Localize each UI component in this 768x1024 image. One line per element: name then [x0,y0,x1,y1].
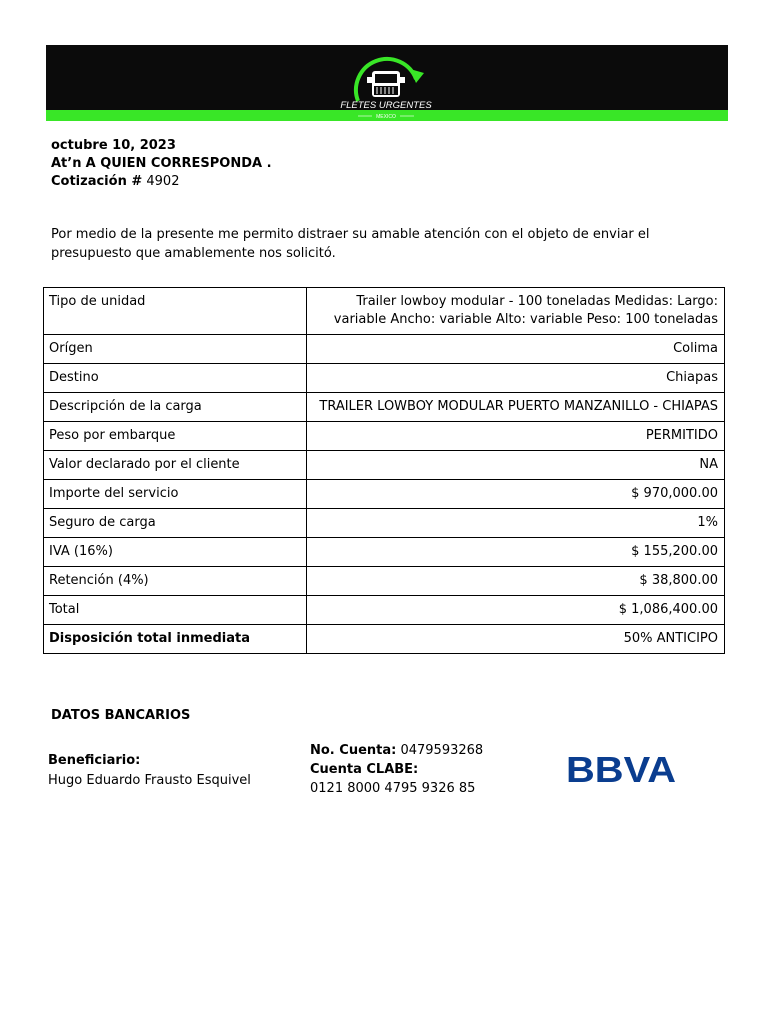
row-value: 1% [307,509,725,538]
fletes-urgentes-logo [338,49,434,121]
table-row [44,335,725,364]
table-row [44,422,725,451]
row-value: $ 38,800.00 [307,567,725,596]
row-value: $ 1,086,400.00 [307,596,725,625]
quote-table [43,287,725,654]
table-row [44,596,725,625]
table-row [44,364,725,393]
account-block [310,741,483,798]
quote-date: octubre 10, 2023 [51,138,176,153]
row-value: TRAILER LOWBOY MODULAR PUERTO MANZANILLO - CHIAPAS [307,393,725,422]
clabe-label: Cuenta CLABE: [310,762,419,777]
table-row [44,538,725,567]
quote-number: 4902 [146,174,180,189]
table-row [44,393,725,422]
bbva-logo-text: BBVA [566,752,676,784]
row-value: $ 970,000.00 [307,480,725,509]
row-label: Destino [44,364,307,393]
row-label: Peso por embarque [44,422,307,451]
row-value: $ 155,200.00 [307,538,725,567]
row-label: Total [44,596,307,625]
intro-block [51,137,272,191]
bank-section-title: DATOS BANCARIOS [51,708,191,723]
table-row [44,625,725,654]
row-label: Orígen [44,335,307,364]
table-row [44,451,725,480]
beneficiary-label: Beneficiario: [48,753,141,768]
row-value: NA [307,451,725,480]
clabe-number: 0121 8000 4795 9326 85 [310,781,476,796]
row-label: Disposición total inmediata [44,625,307,654]
row-label: IVA (16%) [44,538,307,567]
row-value: Colima [307,335,725,364]
row-label: Tipo de unidad [44,288,307,335]
table-row [44,509,725,538]
row-label: Retención (4%) [44,567,307,596]
attn-label: At’n [51,156,82,171]
attn-value: A QUIEN CORRESPONDA . [85,156,272,171]
row-value: Chiapas [307,364,725,393]
table-row [44,288,725,335]
account-label: No. Cuenta: [310,743,397,758]
row-label: Importe del servicio [44,480,307,509]
row-label: Descripción de la carga [44,393,307,422]
table-row [44,480,725,509]
row-value: 50% ANTICIPO [307,625,725,654]
logo-subtext: MEXICO [376,114,396,120]
table-row [44,567,725,596]
beneficiary-name: Hugo Eduardo Frausto Esquivel [48,773,251,788]
beneficiary-block [48,751,251,791]
row-label: Seguro de carga [44,509,307,538]
row-value: Trailer lowboy modular - 100 toneladas Medidas: Largo: variable Ancho: variable Alto: variable Peso: 100 toneladas [307,288,725,335]
quote-number-label: Cotización # [51,174,143,189]
row-value: PERMITIDO [307,422,725,451]
account-number: 0479593268 [400,743,484,758]
row-label: Valor declarado por el cliente [44,451,307,480]
logo-text: FLETES URGENTES [340,100,432,111]
bbva-logo [566,752,676,784]
intro-paragraph: Por medio de la presente me permito distraer su amable atención con el objeto de enviar el presupuesto que amablemente nos solicitó. [51,227,650,261]
